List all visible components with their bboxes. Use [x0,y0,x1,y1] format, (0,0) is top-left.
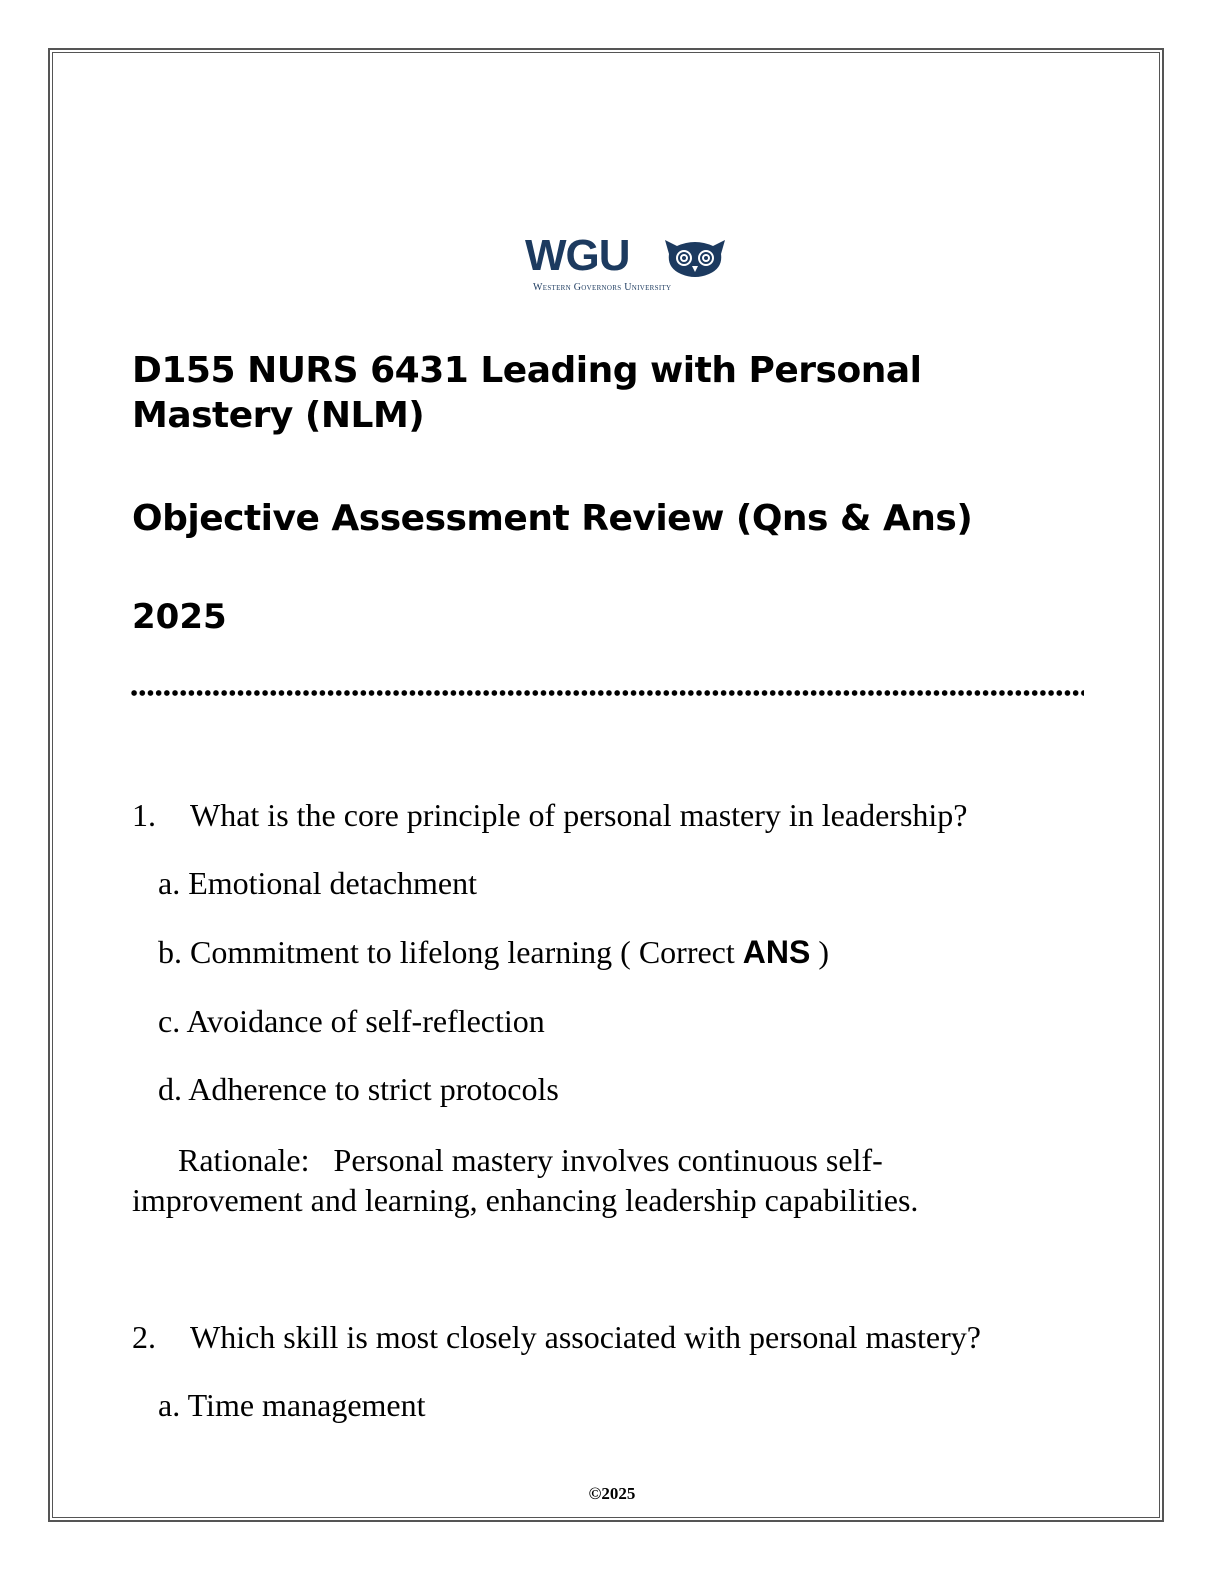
option-a [158,1386,426,1424]
dotted-divider [130,689,1084,697]
question-text: What is the core principle of personal mastery in leadership? [190,797,968,833]
document-subtitle: Objective Assessment Review (Qns & Ans) [132,498,973,539]
option-a [158,864,477,902]
option-b [158,933,829,971]
wgu-logo [525,232,735,296]
question-number: 2. [132,1319,156,1355]
question-2 [132,1318,981,1356]
question-number: 1. [132,797,156,833]
rationale-text: Personal mastery involves continuous self-improvement and learning, enhancing leadership capabilities. [132,1142,919,1218]
rationale-label: Rationale: [178,1142,310,1178]
question-1 [132,796,967,834]
option-close: ) [810,934,829,970]
option-text: b. Commitment to lifelong learning ( Correct [158,934,743,970]
correct-answer-tag: ANS [742,934,811,970]
owl-icon [663,236,727,278]
option-text: a. Emotional detachment [158,865,477,901]
logo-tagline: Western Governors University [533,282,672,293]
question-text: Which skill is most closely associated with personal mastery? [190,1319,981,1355]
option-d [158,1070,559,1108]
copyright-footer: ©2025 [588,1484,636,1503]
option-text: a. Time management [158,1387,426,1423]
document-title: D155 NURS 6431 Leading with Personal Mastery (NLM) [132,350,922,436]
option-text: c. Avoidance of self-reflection [158,1003,545,1039]
rationale [132,1140,1012,1220]
logo-wordmark: WGU [525,231,630,280]
option-text: d. Adherence to strict protocols [158,1071,559,1107]
option-c [158,1002,545,1040]
document-year: 2025 [132,597,227,637]
